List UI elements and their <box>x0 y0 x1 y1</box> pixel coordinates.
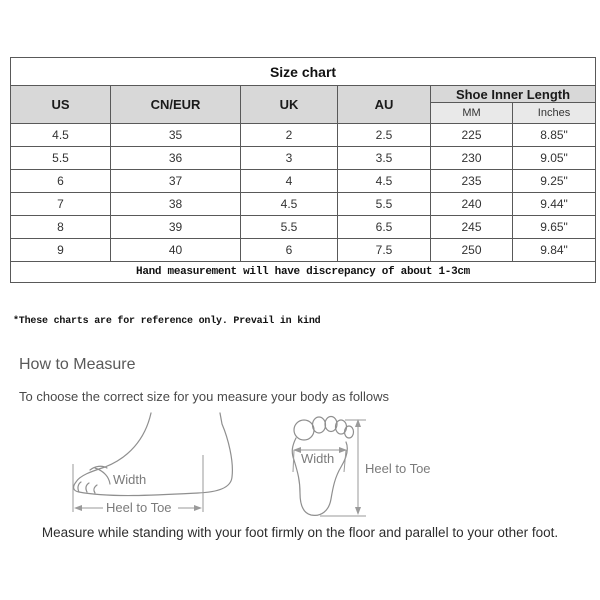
column-header-us: US <box>11 86 111 124</box>
top-view-foot-diagram <box>292 417 430 517</box>
size-cell: 3 <box>241 147 338 170</box>
arrowhead-down-icon <box>355 507 361 515</box>
size-chart-title: Size chart <box>11 58 596 86</box>
size-cell: 2.5 <box>338 124 431 147</box>
measurement-discrepancy-note: Hand measurement will have discrepancy of about 1-3cm <box>11 262 596 283</box>
size-cell: 5.5 <box>11 147 111 170</box>
size-cell: 9.05" <box>513 147 596 170</box>
size-cell: 240 <box>431 193 513 216</box>
size-cell: 36 <box>111 147 241 170</box>
size-cell: 8 <box>11 216 111 239</box>
width-guide-line <box>293 450 294 472</box>
size-cell: 235 <box>431 170 513 193</box>
size-cell: 39 <box>111 216 241 239</box>
reference-only-note: *These charts are for reference only. Prevail in kind <box>13 316 321 327</box>
big-toe-icon <box>294 420 314 440</box>
size-cell: 4.5 <box>338 170 431 193</box>
side-view-foot-diagram <box>73 413 232 515</box>
how-to-measure-heading: How to Measure <box>19 356 136 373</box>
column-header-au: AU <box>338 86 431 124</box>
subheader-inches: Inches <box>513 103 596 124</box>
size-cell: 230 <box>431 147 513 170</box>
size-cell: 35 <box>111 124 241 147</box>
size-cell: 7 <box>11 193 111 216</box>
column-header-cn-eur: CN/EUR <box>111 86 241 124</box>
size-cell: 3.5 <box>338 147 431 170</box>
size-cell: 9 <box>11 239 111 262</box>
arrowhead-right-icon <box>194 505 202 511</box>
size-cell: 37 <box>111 170 241 193</box>
size-cell: 6 <box>11 170 111 193</box>
size-cell: 9.84" <box>513 239 596 262</box>
size-cell: 8.85" <box>513 124 596 147</box>
size-cell: 4.5 <box>11 124 111 147</box>
top-heel-to-toe-label: Heel to Toe <box>365 461 431 476</box>
size-cell: 9.44" <box>513 193 596 216</box>
toe-icon <box>345 426 354 438</box>
column-header-inner-length: Shoe Inner Length <box>431 86 596 103</box>
side-foot-toe-lines <box>78 482 97 493</box>
size-cell: 4 <box>241 170 338 193</box>
how-to-measure-intro: To choose the correct size for you measure your body as follows <box>19 389 389 404</box>
top-width-label: Width <box>301 451 335 466</box>
size-cell: 7.5 <box>338 239 431 262</box>
size-cell: 5.5 <box>338 193 431 216</box>
column-header-uk: UK <box>241 86 338 124</box>
subheader-mm: MM <box>431 103 513 124</box>
size-cell: 9.25" <box>513 170 596 193</box>
size-cell: 5.5 <box>241 216 338 239</box>
side-heel-to-toe-label: Heel to Toe <box>106 500 172 515</box>
toe-icon <box>313 417 326 433</box>
side-foot-outline <box>74 413 233 496</box>
measuring-instruction-note: Measure while standing with your foot firmly on the floor and parallel to your other foot. <box>41 525 559 540</box>
size-cell: 9.65" <box>513 216 596 239</box>
size-cell: 250 <box>431 239 513 262</box>
size-cell: 2 <box>241 124 338 147</box>
size-cell: 38 <box>111 193 241 216</box>
size-cell: 225 <box>431 124 513 147</box>
side-width-label: Width <box>113 472 147 487</box>
size-cell: 245 <box>431 216 513 239</box>
size-cell: 4.5 <box>241 193 338 216</box>
size-cell: 40 <box>111 239 241 262</box>
size-cell: 6 <box>241 239 338 262</box>
size-cell: 6.5 <box>338 216 431 239</box>
arrowhead-left-icon <box>74 505 82 511</box>
